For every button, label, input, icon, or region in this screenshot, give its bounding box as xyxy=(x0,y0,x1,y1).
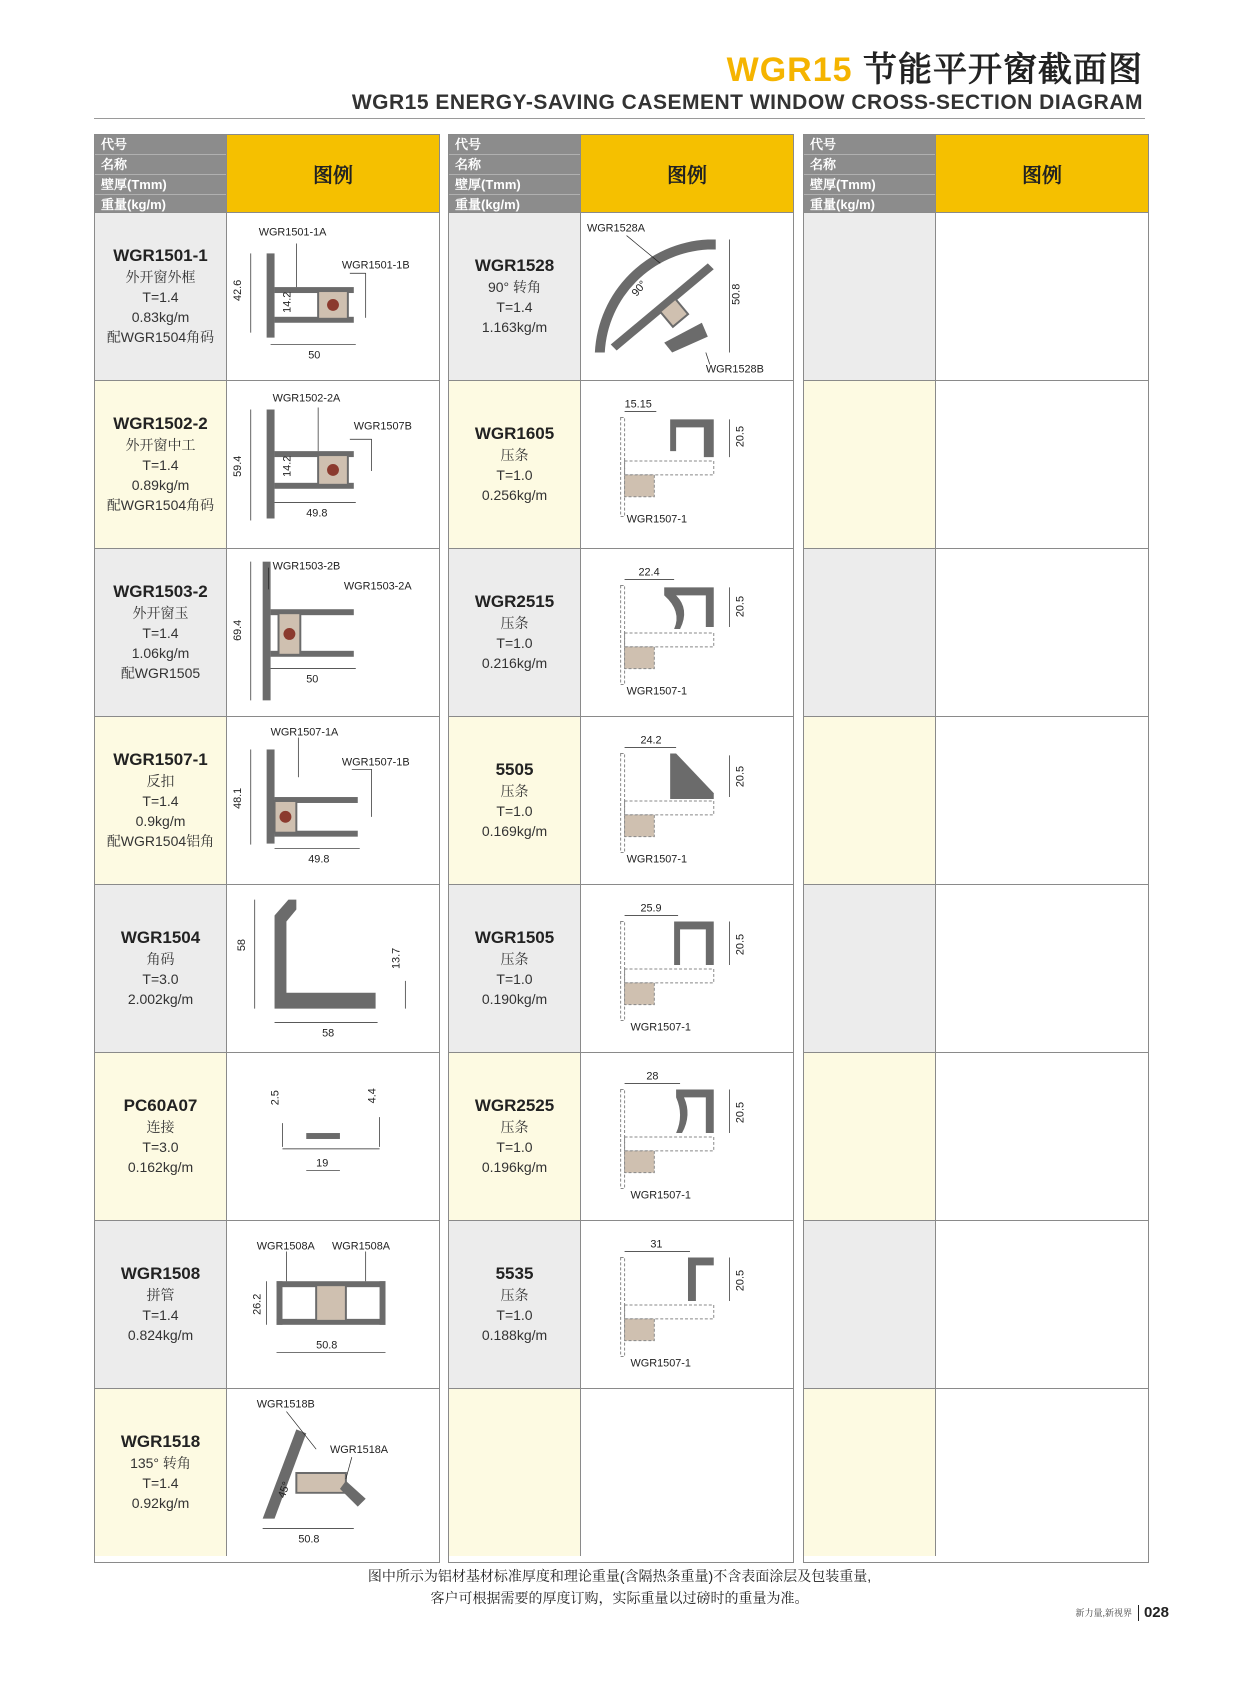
profile-thickness: T=1.0 xyxy=(496,467,533,483)
label-a: WGR1508A xyxy=(256,1240,315,1253)
profile-weight: 0.92kg/m xyxy=(131,1495,190,1511)
profile-name: 压条 xyxy=(500,615,529,631)
profile-name: 拼管 xyxy=(146,1287,175,1303)
profile-note: 配WGR1504角码 xyxy=(106,329,215,345)
dim-height: 69.4 xyxy=(231,619,244,641)
table-header xyxy=(449,135,793,213)
label-a: WGR1502-2A xyxy=(272,392,341,405)
page-subtitle: WGR15 ENERGY-SAVING CASEMENT WINDOW CROSS-SECTION DIAGRAM xyxy=(351,91,1143,114)
profile-weight: 2.002kg/m xyxy=(127,991,194,1007)
profile-info xyxy=(95,1053,227,1220)
dim-width: 24.2 xyxy=(640,734,662,747)
profile-info xyxy=(449,381,581,548)
dim-width: 58 xyxy=(322,1027,335,1040)
page-footer xyxy=(1075,1604,1169,1621)
profile-weight: 1.163kg/m xyxy=(481,319,548,335)
dim-width: 15.15 xyxy=(624,398,652,411)
profile-info-empty xyxy=(804,213,936,380)
profile-figure xyxy=(581,213,793,380)
dim-height: 20.5 xyxy=(734,933,747,956)
label-b: WGR1507-1B xyxy=(341,756,410,769)
profile-figure xyxy=(581,885,793,1052)
profile-weight: 0.169kg/m xyxy=(481,823,548,839)
table-column-1 xyxy=(94,134,440,1563)
profile-name: 反扣 xyxy=(146,773,175,789)
profile-figure-empty xyxy=(936,213,1148,380)
profile-name: 压条 xyxy=(500,1119,529,1135)
dim-height: 26.2 xyxy=(251,1293,264,1315)
profile-info xyxy=(449,885,581,1052)
profile-thickness: T=1.4 xyxy=(142,793,179,809)
ref-label: WGR1507-1 xyxy=(626,513,688,526)
header-name: 名称 xyxy=(95,155,226,175)
title-rule xyxy=(94,118,1145,119)
ref-label: WGR1507-1 xyxy=(630,1189,691,1202)
header-legend: 图例 xyxy=(226,135,439,212)
profile-thickness: T=3.0 xyxy=(142,971,179,987)
table-row xyxy=(449,1053,793,1221)
profile-weight: 0.9kg/m xyxy=(135,813,186,829)
table-header xyxy=(804,135,1148,213)
cross-section-drawing xyxy=(227,549,439,716)
profile-code: WGR1504 xyxy=(120,928,201,947)
profile-info-empty xyxy=(804,1053,936,1220)
cross-section-drawing xyxy=(581,549,793,716)
dim-height: 20.5 xyxy=(734,1269,747,1292)
profile-code: WGR1502-2 xyxy=(113,414,208,433)
profile-name: 连接 xyxy=(146,1119,175,1135)
dim-height: 20.5 xyxy=(734,595,747,618)
profile-figure-empty xyxy=(936,885,1148,1052)
profile-name: 90° 转角 xyxy=(487,279,542,295)
profile-code: WGR1503-2 xyxy=(113,582,208,601)
dim-height: 20.5 xyxy=(734,1101,747,1124)
table-row xyxy=(804,1221,1148,1389)
profile-code: WGR1507-1 xyxy=(113,750,208,769)
cross-section-drawing xyxy=(581,1053,793,1220)
table-header xyxy=(95,135,439,213)
dim-width: 49.8 xyxy=(308,853,330,866)
ref-label: WGR1507-1 xyxy=(626,685,688,698)
header-name: 名称 xyxy=(804,155,935,175)
profile-name: 压条 xyxy=(500,447,529,463)
profile-figure-empty xyxy=(936,717,1148,884)
profile-thickness: T=1.0 xyxy=(496,1307,533,1323)
profile-figure-empty xyxy=(581,1389,793,1556)
label-b: WGR1518A xyxy=(330,1444,389,1457)
ref-label: WGR1507-1 xyxy=(630,1357,691,1370)
profile-name: 135° 转角 xyxy=(130,1455,191,1471)
label-b: WGR1508A xyxy=(332,1240,391,1253)
table-row xyxy=(804,213,1148,381)
table-row xyxy=(95,549,439,717)
profile-info xyxy=(95,1221,227,1388)
table-row xyxy=(95,381,439,549)
profile-thickness: T=1.0 xyxy=(496,635,533,651)
header-name: 名称 xyxy=(449,155,580,175)
profile-figure xyxy=(227,717,439,884)
profile-figure-empty xyxy=(936,1221,1148,1388)
table-row xyxy=(449,381,793,549)
profile-name: 压条 xyxy=(500,1287,529,1303)
profile-weight: 1.06kg/m xyxy=(131,645,190,661)
profile-note: 配WGR1504铝角 xyxy=(106,833,215,849)
profile-figure xyxy=(227,885,439,1052)
title-cn: 节能平开窗截面图 xyxy=(863,51,1143,89)
profile-info xyxy=(449,1221,581,1388)
profile-figure xyxy=(581,717,793,884)
table-row xyxy=(449,1389,793,1556)
profile-thickness: T=1.4 xyxy=(142,457,179,473)
profile-thickness: T=1.0 xyxy=(496,1139,533,1155)
header-code: 代号 xyxy=(449,135,580,155)
profile-weight: 0.824kg/m xyxy=(127,1327,194,1343)
cross-section-drawing xyxy=(227,885,439,1052)
dim-height: 48.1 xyxy=(231,787,244,809)
table-row xyxy=(804,885,1148,1053)
profile-thickness: T=1.4 xyxy=(142,1475,179,1491)
header-fields xyxy=(804,135,935,212)
page-title xyxy=(352,50,1143,90)
dim-width: 22.4 xyxy=(638,566,660,579)
profile-info-empty xyxy=(449,1389,581,1556)
dim-width: 50.8 xyxy=(298,1533,320,1546)
table-row xyxy=(449,885,793,1053)
title-code: WGR15 xyxy=(726,51,853,89)
label-b: WGR1528B xyxy=(705,363,764,376)
profile-code: WGR1508 xyxy=(120,1264,201,1283)
dim-height: 42.6 xyxy=(231,279,244,301)
table-row xyxy=(449,549,793,717)
profile-weight: 0.216kg/m xyxy=(481,655,548,671)
profile-thickness: T=1.4 xyxy=(142,625,179,641)
table-row xyxy=(95,1053,439,1221)
profile-figure xyxy=(581,381,793,548)
table-row xyxy=(95,717,439,885)
profile-name: 压条 xyxy=(500,951,529,967)
profile-info xyxy=(449,717,581,884)
profile-info-empty xyxy=(804,1221,936,1388)
cross-section-drawing xyxy=(227,717,439,884)
cross-section-drawing xyxy=(581,1221,793,1388)
dim-height: 50.8 xyxy=(730,283,743,305)
table-row xyxy=(95,885,439,1053)
ref-label: WGR1507-1 xyxy=(630,1021,691,1034)
profile-code: WGR2515 xyxy=(474,592,555,611)
profile-info-empty xyxy=(804,549,936,716)
profile-info xyxy=(95,549,227,716)
profile-info-empty xyxy=(804,1389,936,1556)
dim-width: 50 xyxy=(308,349,321,362)
profile-figure xyxy=(227,1053,439,1220)
dim-height: 58 xyxy=(235,939,248,952)
profile-weight: 0.196kg/m xyxy=(481,1159,548,1175)
table-row xyxy=(449,213,793,381)
profile-code: WGR1505 xyxy=(474,928,555,947)
dim-height-2: 14.2 xyxy=(281,291,294,313)
profile-code: WGR1501-1 xyxy=(113,246,208,265)
label-a: WGR1507-1A xyxy=(270,726,339,739)
label-b: WGR1501-1B xyxy=(341,259,410,272)
dim-width: 25.9 xyxy=(640,902,662,915)
table-column-3 xyxy=(803,134,1149,1563)
label-a: WGR1528A xyxy=(586,222,645,235)
cross-section-drawing xyxy=(581,717,793,884)
page-number: 028 xyxy=(1143,1604,1169,1621)
profile-thickness: T=1.0 xyxy=(496,803,533,819)
cross-section-drawing xyxy=(227,1053,439,1220)
table-row xyxy=(804,549,1148,717)
dim-height-2: 14.2 xyxy=(281,455,294,477)
profile-code: 5535 xyxy=(495,1264,534,1283)
table-row xyxy=(449,1221,793,1389)
cross-section-drawing xyxy=(581,213,793,380)
label-b: WGR1503-2A xyxy=(343,580,412,593)
profile-weight: 0.83kg/m xyxy=(131,309,190,325)
dim-width: 28 xyxy=(646,1070,659,1083)
profile-code: 5505 xyxy=(495,760,534,779)
label-a: WGR1501-1A xyxy=(258,226,327,239)
profile-info xyxy=(449,549,581,716)
dim-height-2: 4.4 xyxy=(366,1088,379,1104)
cross-section-drawing xyxy=(227,1389,439,1556)
profile-name: 压条 xyxy=(500,783,529,799)
profile-info xyxy=(95,1389,227,1556)
profile-code: WGR2525 xyxy=(474,1096,555,1115)
dim-width: 50 xyxy=(306,673,319,686)
profile-weight: 0.190kg/m xyxy=(481,991,548,1007)
profile-thickness: T=1.4 xyxy=(496,299,533,315)
profile-info xyxy=(95,381,227,548)
footnote-line-1: 图中所示为铝材基材标准厚度和理论重量(含隔热条重量)不含表面涂层及包装重量, xyxy=(367,1568,872,1584)
profile-info xyxy=(95,885,227,1052)
profile-weight: 0.256kg/m xyxy=(481,487,548,503)
header-weight: 重量(kg/m) xyxy=(101,197,167,212)
profile-figure xyxy=(227,381,439,548)
table-row xyxy=(804,1389,1148,1556)
cross-section-drawing xyxy=(581,381,793,548)
profile-figure-empty xyxy=(936,1389,1148,1556)
cross-section-drawing xyxy=(227,381,439,548)
profile-figure xyxy=(581,1053,793,1220)
cross-section-drawing xyxy=(227,1221,439,1388)
dim-width: 19 xyxy=(316,1157,329,1170)
table-row xyxy=(95,213,439,381)
header-legend: 图例 xyxy=(580,135,793,212)
profile-thickness: T=1.0 xyxy=(496,971,533,987)
table-row xyxy=(449,717,793,885)
profile-weight: 0.188kg/m xyxy=(481,1327,548,1343)
profile-code: WGR1528 xyxy=(474,256,555,275)
footer-slogan: 新力量,新视界 xyxy=(1075,1608,1132,1618)
profile-info xyxy=(449,213,581,380)
profile-info xyxy=(95,717,227,884)
profile-figure xyxy=(581,549,793,716)
header-fields xyxy=(449,135,580,212)
profile-info-empty xyxy=(804,717,936,884)
table-row xyxy=(804,381,1148,549)
profile-info-empty xyxy=(804,885,936,1052)
profile-figure xyxy=(227,213,439,380)
dim-height: 20.5 xyxy=(734,765,747,788)
profile-name: 外开窗外框 xyxy=(125,269,196,285)
table-row xyxy=(804,1053,1148,1221)
profile-note: 配WGR1504角码 xyxy=(106,497,215,513)
dim-height: 20.5 xyxy=(734,425,747,448)
label-b: WGR1507B xyxy=(353,420,412,433)
profile-code: WGR1518 xyxy=(120,1432,201,1451)
footnote-line-2: 客户可根据需要的厚度订购，实际重量以过磅时的重量为准。 xyxy=(430,1590,809,1606)
label-a: WGR1518B xyxy=(256,1398,315,1411)
profile-code: PC60A07 xyxy=(123,1096,198,1115)
dim-height-2: 13.7 xyxy=(390,947,403,969)
dim-angle: 90° xyxy=(629,278,650,299)
header-thickness: 壁厚(Tmm) xyxy=(804,175,935,195)
header-weight: 重量(kg/m) xyxy=(810,197,876,212)
table-row xyxy=(804,717,1148,885)
dim-width: 50.8 xyxy=(316,1339,338,1352)
profile-info-empty xyxy=(804,381,936,548)
profile-figure-empty xyxy=(936,1053,1148,1220)
dim-width: 49.8 xyxy=(306,507,328,520)
profile-figure-empty xyxy=(936,549,1148,716)
profile-figure-empty xyxy=(936,381,1148,548)
dim-width: 31 xyxy=(650,1238,663,1251)
profile-weight: 0.162kg/m xyxy=(127,1159,194,1175)
dim-height: 2.5 xyxy=(269,1090,282,1106)
profile-code: WGR1605 xyxy=(474,424,555,443)
profile-figure xyxy=(227,1221,439,1388)
label-a: WGR1503-2B xyxy=(272,560,341,573)
profile-note: 配WGR1505 xyxy=(120,665,201,681)
header-fields xyxy=(95,135,226,212)
header-weight: 重量(kg/m) xyxy=(455,197,521,212)
page-header xyxy=(352,50,1143,116)
profile-name: 角码 xyxy=(146,951,175,967)
header-code: 代号 xyxy=(804,135,935,155)
profile-figure xyxy=(581,1221,793,1388)
dim-height: 59.4 xyxy=(231,455,244,477)
header-legend: 图例 xyxy=(935,135,1148,212)
profile-info xyxy=(95,213,227,380)
profile-thickness: T=3.0 xyxy=(142,1139,179,1155)
table-row xyxy=(95,1389,439,1556)
dim-angle: 45° xyxy=(276,1480,293,1500)
table-row xyxy=(95,1221,439,1389)
profile-info xyxy=(449,1053,581,1220)
header-thickness: 壁厚(Tmm) xyxy=(449,175,580,195)
header-thickness: 壁厚(Tmm) xyxy=(95,175,226,195)
profile-thickness: T=1.4 xyxy=(142,289,179,305)
profile-weight: 0.89kg/m xyxy=(131,477,190,493)
profile-thickness: T=1.4 xyxy=(142,1307,179,1323)
header-code: 代号 xyxy=(95,135,226,155)
table-column-2 xyxy=(448,134,794,1563)
cross-section-drawing xyxy=(227,213,439,380)
profile-name: 外开窗中工 xyxy=(125,437,196,453)
cross-section-drawing xyxy=(581,885,793,1052)
profile-name: 外开窗玉 xyxy=(132,605,189,621)
profile-figure xyxy=(227,1389,439,1556)
profile-figure xyxy=(227,549,439,716)
footer-divider xyxy=(1138,1605,1139,1621)
ref-label: WGR1507-1 xyxy=(626,853,688,866)
